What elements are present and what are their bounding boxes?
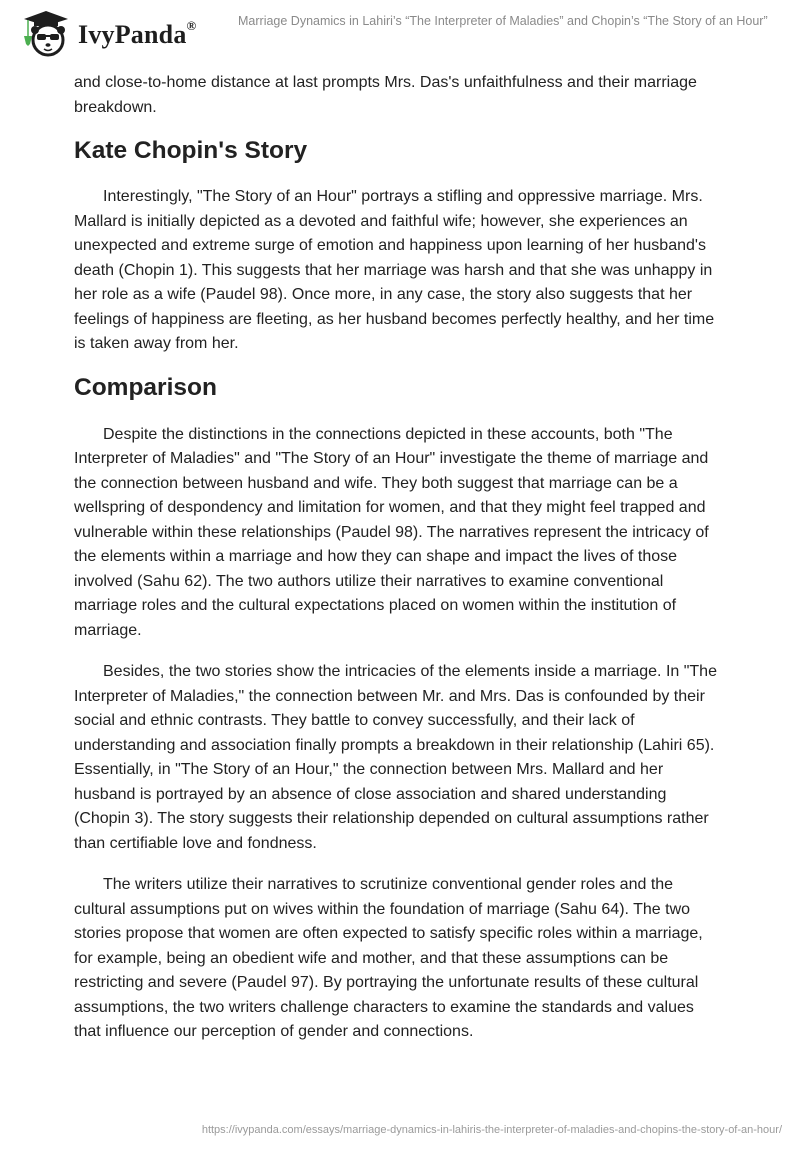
- paragraph: Despite the distinctions in the connections depicted in these accounts, both "The Interpreter of Maladies" and "The Story of an Hour" investigate the theme of marriage and the connection between husband and wife. They both suggest that marriage can be a wellspring of despondency and limitation for women, and that they might feel trapped and vulnerable within these relationships (Paudel 98). The narratives represent the intricacy of the elements within a marriage and how they can shape and impact the lives of those involved (Sahu 62). The two authors utilize their narratives to examine conventional marriage roles and the cultural expectations placed on women within the institution of marriage.: [74, 425, 709, 639]
- ivypanda-logo[interactable]: [18, 8, 196, 58]
- source-url-link[interactable]: https://ivypanda.com/essays/marriage-dynamics-in-lahiris-the-interpreter-of-maladies-and-chopins-the-story-of-an-hour/: [201, 1124, 782, 1136]
- essay-body: [74, 71, 724, 1062]
- paragraph: Interestingly, "The Story of an Hour" portrays a stifling and oppressive marriage. Mrs. Mallard is initially depicted as a devoted and faithful wife; however, she experiences an unexpected and extreme surge of emotion and happiness upon learning of her husband's death (Chopin 1). This suggests that her marriage was harsh and that she was unhappy in her role as a wife (Paudel 98). Once more, in any case, the story also suggests that her feelings of happiness are fleeting, as her husband becomes perfectly healthy, and her time is taken away from her.: [74, 188, 715, 352]
- page-header: [0, 0, 800, 70]
- section-heading-kate-chopin: Kate Chopin's Story: [74, 137, 308, 164]
- paragraph: The writers utilize their narratives to scrutinize conventional gender roles and the cultural assumptions put on wives within the foundation of marriage (Sahu 64). The two stories propose that women are often expected to satisfy specific roles within a marriage, for example, being an obedient wife and mother, and that these assumptions can be restricting and severe (Paudel 97). By portraying the unfortunate results of these cultural assumptions, the two writers challenge characters to examine the standards and values that influence our perception of gender and connections.: [74, 876, 703, 1040]
- section-heading-comparison: Comparison: [74, 373, 217, 401]
- logo-wordmark: IvyPanda®: [78, 18, 197, 49]
- document-title: Marriage Dynamics in Lahiri’s “The Interpreter of Maladies” and Chopin’s “The Story of an Hour”: [238, 14, 768, 28]
- panda-graduate-icon: [18, 8, 74, 58]
- intro-continuation-paragraph: and close-to-home distance at last prompts Mrs. Das's unfaithfulness and their marriage breakdown.: [74, 74, 697, 116]
- paragraph: Besides, the two stories show the intricacies of the elements inside a marriage. In "The Interpreter of Maladies," the connection between Mr. and Mrs. Das is confounded by their social and ethnic contrasts. They battle to convey successfully, and their lack of understanding and association finally prompts a breakdown in their relationship (Lahiri 65). Essentially, in "The Story of an Hour," the connection between Mrs. Mallard and her husband is portrayed by an absence of close association and shared understanding (Chopin 3). The story suggests their relationship depended on cultural assumptions rather than certifiable love and fondness.: [74, 663, 717, 852]
